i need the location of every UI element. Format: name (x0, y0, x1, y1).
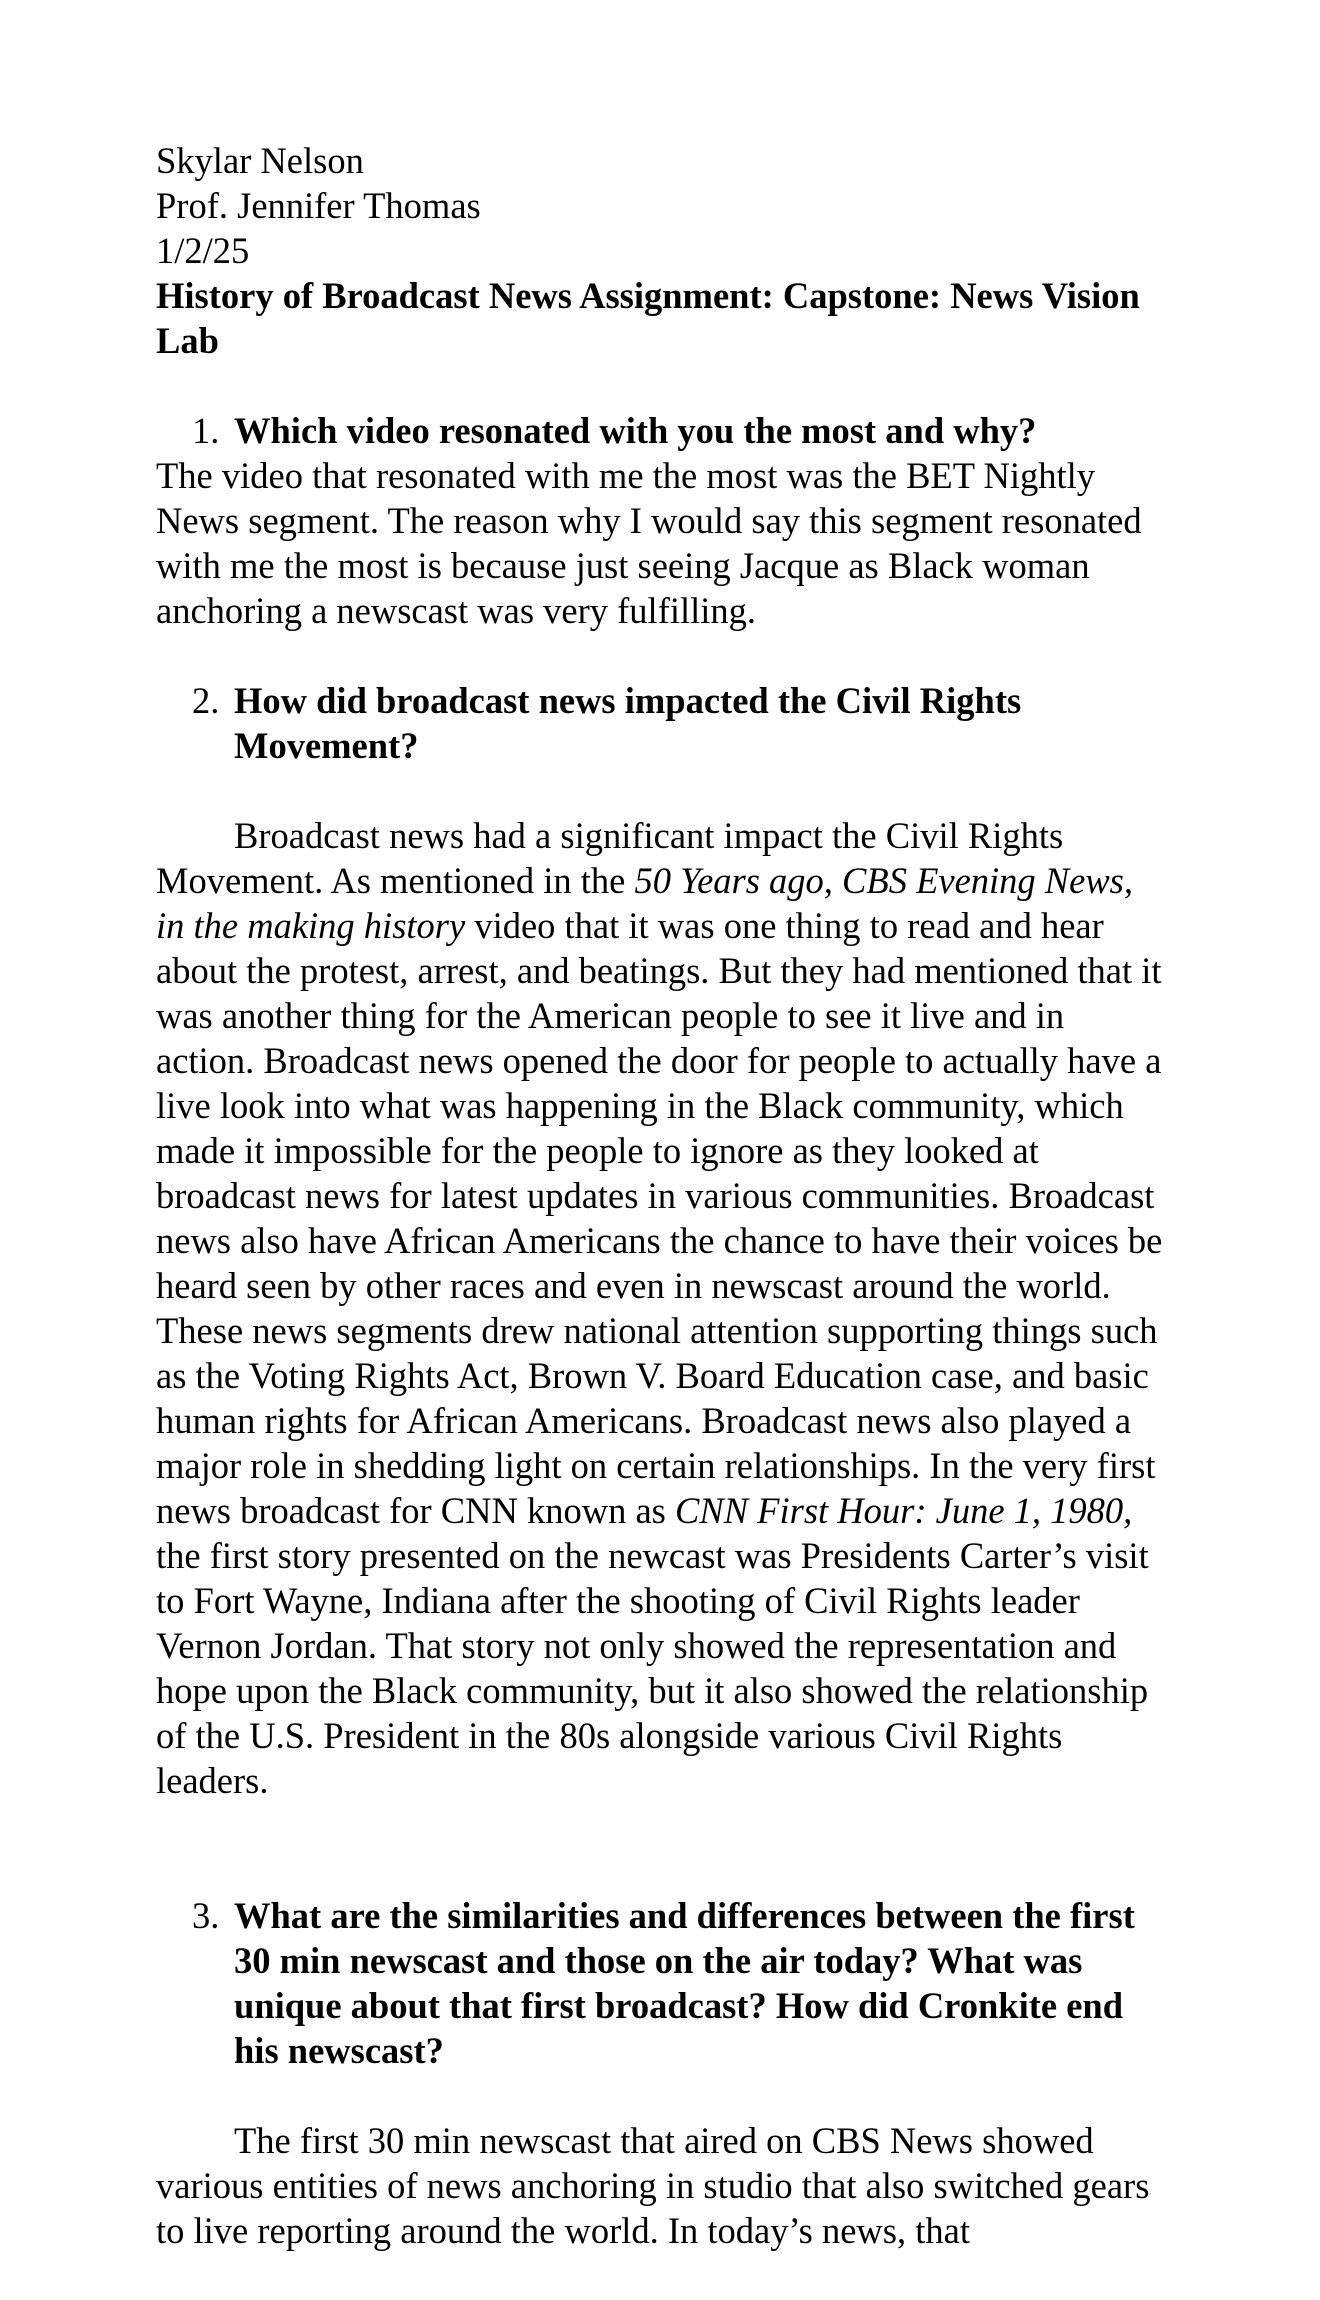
question-3-text: What are the similarities and differences between the first 30 min newscast and those on the air today? What was unique about that first broadcast? How did Cronkite end his newscast? (234, 1895, 1135, 2071)
answer-2-cnn-broadcast-title: CNN First Hour: June 1, 1980, (675, 1490, 1133, 1531)
answer-1: The video that resonated with me the most was the BET Nightly News segment. The reason why I would say this segment resonated with me the most is because just seeing Jacque as Black woman anchoring a newscast was very fulfilling. (156, 455, 1142, 631)
question-1-text: Which video resonated with you the most and why? (234, 410, 1037, 451)
assignment-title: History of Broadcast News Assignment: Capstone: News Vision Lab (156, 275, 1140, 361)
answer-2-part-2: video that it was one thing to read and hear about the protest, arrest, and beatings. But they had mentioned that it was another thing for the American people to see it live and in action. Broadcast news opened the door for people to actually have a live look into what was happening in the Black community, which made it impossible for the people to ignore as they looked at broadcast news for latest updates in various communities. Broadcast news also have African Americans the chance to have their voices be heard seen by other races and even in newscast around the world. These news segments drew national attention supporting things such as the Voting Rights Act, Brown V. Board Education case, and basic human rights for African Americans. Broadcast news also played a major role in shedding light on certain relationships. In the very first news broadcast for CNN known as (156, 905, 1163, 1531)
answer-2-cbs-video-title: 50 Years ago, CBS Evening News, in the making history (156, 860, 1134, 946)
question-1-number: 1. (192, 410, 220, 451)
question-1 (156, 408, 1166, 453)
question-2-text: How did broadcast news impacted the Civil Rights Movement? (234, 680, 1022, 766)
document-content (156, 138, 1166, 2253)
answer-2 (156, 813, 1166, 1803)
question-3 (156, 1893, 1166, 2073)
student-name: Skylar Nelson (156, 140, 364, 181)
assignment-date: 1/2/25 (156, 230, 250, 271)
answer-3: The first 30 min newscast that aired on CBS News showed various entities of news anchoring in studio that also switched gears to live reporting around the world. In today’s news, that (156, 2120, 1150, 2251)
professor-name: Prof. Jennifer Thomas (156, 185, 481, 226)
question-3-number: 3. (192, 1895, 220, 1936)
question-2 (156, 678, 1166, 768)
answer-2-part-1: Broadcast news had a significant impact the Civil Rights Movement. As mentioned in the (156, 815, 1064, 901)
answer-2-part-3: the first story presented on the newcast was Presidents Carter’s visit to Fort Wayne, Indiana after the shooting of Civil Rights leader Vernon Jordan. That story not only showed the representation and hope upon the Black community, but it also showed the relationship of the U.S. President in the 80s alongside various Civil Rights leaders. (156, 1535, 1149, 1801)
question-2-number: 2. (192, 680, 220, 721)
